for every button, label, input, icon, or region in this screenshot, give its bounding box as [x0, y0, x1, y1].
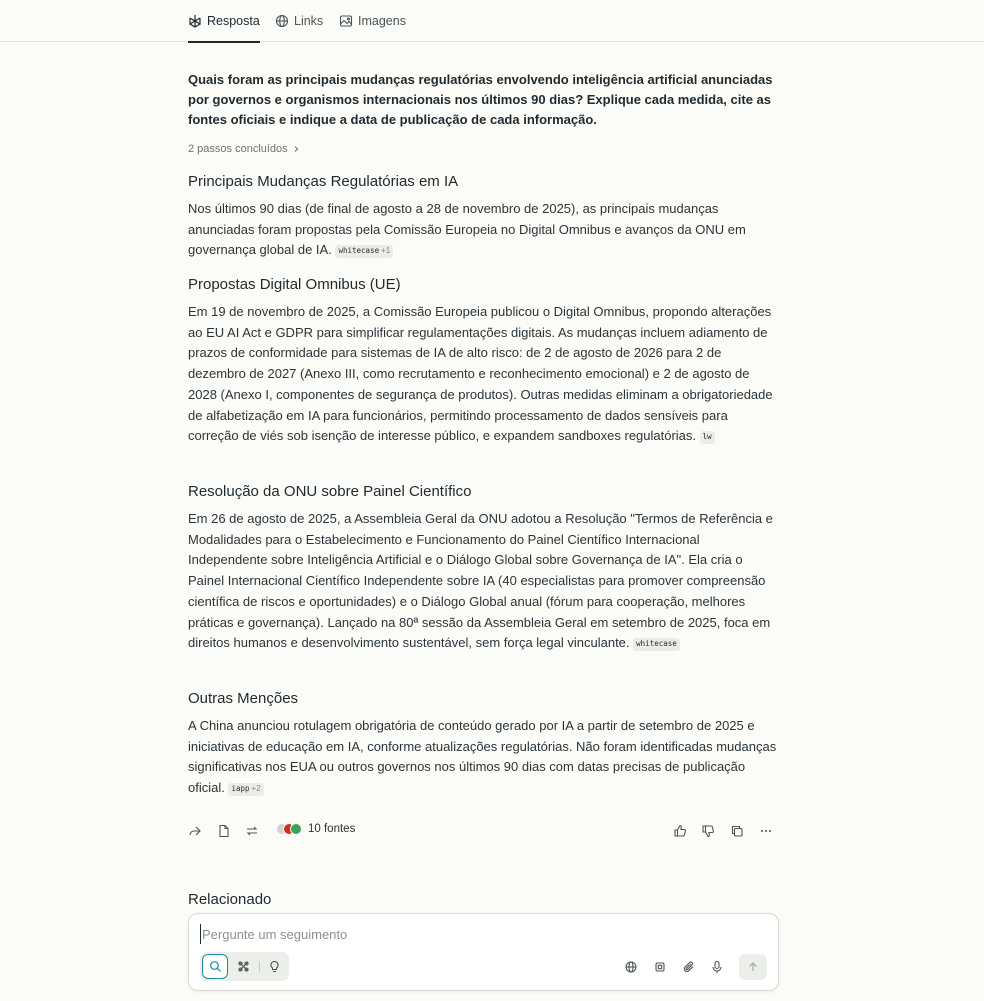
tab-resposta[interactable] [188, 0, 260, 42]
citation-source: whitecase [338, 246, 380, 256]
source-favicons [276, 823, 302, 835]
section-heading: Resolução da ONU sobre Painel Científico [188, 483, 472, 500]
steps-completed-toggle[interactable] [188, 143, 300, 155]
mode-selector [200, 952, 289, 981]
tab-links[interactable] [275, 0, 323, 42]
section-body [188, 302, 780, 447]
related-heading: Relacionado [188, 891, 272, 908]
more-button[interactable] [759, 824, 773, 838]
rewrite-button[interactable] [245, 824, 259, 838]
section-text: A China anunciou rotulagem obrigatória de conteúdo gerado por IA a partir de setembro de 2025 e iniciativas de educação em IA, conforme atualizações regulatórias. Não foram identificadas mudanças significativas nos EUA ou outros governos nos últimos 90 dias com datas precisas de publicação oficial. [188, 718, 777, 796]
globe-icon [624, 960, 638, 974]
citation-source: lw [702, 432, 712, 442]
section-text: Em 26 de agosto de 2025, a Assembleia Geral da ONU adotou a Resolução "Termos de Referência e Modalidades para o Estabelecimento e Funcionamento do Painel Científico Internacional Independente sobre Inteligência Artificial e o Diálogo Global sobre Governança de IA". Ela cria o Painel Internacional Científico Independente sobre IA (40 especialistas para promover compreensão científica de riscos e oportunidades) e o Diálogo Global anual (fórum para cooperação, melhores práticas e governança). Lançado na 80ª sessão da Assembleia Geral em setembro de 2025, foca em direitos humanos e desenvolvimento sustentável, sem força legal vinculante. [188, 511, 773, 651]
export-button[interactable] [217, 824, 231, 838]
section-heading: Outras Menções [188, 690, 299, 707]
share-icon [188, 824, 202, 838]
mode-divider [259, 961, 260, 972]
search-icon [209, 960, 222, 973]
citation-source: iapp [231, 784, 250, 794]
sources-toggle-button[interactable] [624, 960, 638, 974]
labs-icon [268, 960, 281, 973]
thumbs-down-icon [701, 824, 715, 838]
arrow-up-icon [747, 961, 759, 973]
copy-icon [730, 824, 744, 838]
section-heading: Propostas Digital Omnibus (UE) [188, 276, 401, 293]
steps-label: 2 passos concluídos [188, 143, 288, 155]
copy-button[interactable] [730, 824, 744, 838]
follow-up-composer [188, 913, 779, 991]
tab-bar [0, 0, 984, 42]
thumbs-up-button[interactable] [673, 824, 687, 838]
paperclip-icon [682, 960, 696, 974]
model-selector-button[interactable] [653, 960, 667, 974]
chevron-right-icon [292, 145, 300, 153]
thumbs-down-button[interactable] [701, 824, 715, 838]
tab-label: Imagens [358, 14, 406, 28]
section-body [188, 199, 780, 261]
citation-chip[interactable] [228, 783, 263, 796]
tab-imagens[interactable] [339, 0, 406, 42]
sources-count: 10 fontes [308, 823, 356, 835]
share-button[interactable] [188, 824, 202, 838]
citation-chip[interactable] [633, 638, 680, 651]
section-body [188, 716, 780, 799]
sources-button[interactable] [276, 823, 355, 835]
section-text: Em 19 de novembro de 2025, a Comissão Europeia publicou o Digital Omnibus, propondo alterações ao EU AI Act e GDPR para simplificar regulamentações digitais. As mudanças incluem adiamento de prazos de conformidade para sistemas de IA de alto risco: de 2 de agosto de 2026 para 2 de dezembro de 2027 (Anexo III, como recrutamento e reconhecimento emocional) e 2 de agosto de 2028 (Anexo I, componentes de segurança de produtos). Outras medidas eliminam a obrigatoriedade de alfabetização em IA para funcionários, permitindo processamento de dados sensíveis para correção de viés sob isenção de interesse público, e expandem sandboxes regulatórias. [188, 304, 773, 444]
export-icon [217, 824, 231, 838]
tab-label: Links [294, 14, 324, 28]
send-button[interactable] [739, 954, 767, 980]
research-mode-button[interactable] [230, 954, 256, 979]
section-body [188, 509, 780, 654]
search-mode-button[interactable] [202, 954, 228, 979]
image-icon [339, 14, 353, 28]
citation-source: whitecase [636, 639, 677, 649]
thumbs-up-icon [673, 824, 687, 838]
rewrite-icon [245, 824, 259, 838]
follow-up-input[interactable] [200, 924, 760, 944]
more-icon [759, 824, 773, 838]
microphone-icon [710, 960, 724, 974]
tab-label: Resposta [207, 14, 260, 28]
dictation-button[interactable] [710, 960, 724, 974]
globe-icon [275, 14, 289, 28]
user-question: Quais foram as principais mudanças regulatórias envolvendo inteligência artificial anunciadas por governos e organismos internacionais nos últimos 90 dias? Explique cada medida, cite as fontes oficiais e indique a data de publicação de cada informação. [188, 72, 773, 127]
answer-actions [188, 824, 780, 840]
attach-button[interactable] [682, 960, 696, 974]
citation-chip[interactable] [700, 431, 715, 444]
citation-more: +2 [251, 784, 261, 794]
citation-chip[interactable] [335, 245, 393, 258]
citation-more: +1 [381, 246, 391, 256]
perplexity-logo-icon [188, 14, 202, 28]
source-favicon [290, 823, 302, 835]
labs-mode-button[interactable] [261, 954, 287, 979]
research-icon [237, 960, 250, 973]
chip-icon [653, 960, 667, 974]
section-heading: Principais Mudanças Regulatórias em IA [188, 173, 459, 190]
section-text: Nos últimos 90 dias (de final de agosto a 28 de novembro de 2025), as principais mudanças anunciadas foram propostas pela Comissão Europeia no Digital Omnibus e avanços da ONU em governança global de IA. [188, 201, 746, 258]
